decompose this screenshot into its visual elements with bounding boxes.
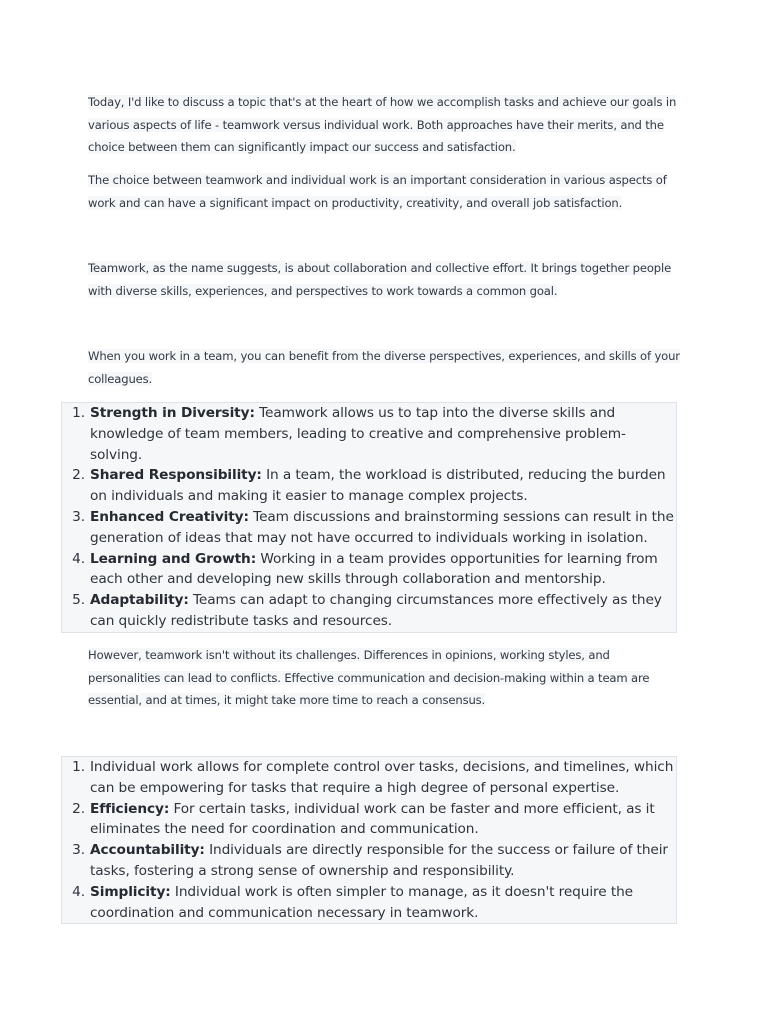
team-challenges-text: However, teamwork isn't without its challenges. Differences in opinions, working styles, and personalities can lead to conflicts. Effective communication and decision-making within a team are essential, and at times, it might take more time to reach a consensus. <box>88 648 650 707</box>
list-item-title: Accountability: <box>90 842 205 859</box>
team-challenges-paragraph <box>88 644 680 712</box>
list-number: 5. <box>72 592 85 609</box>
intro-paragraph <box>88 91 680 159</box>
list-item-text: Working in a team provides opportunities for learning from each other and developing new skills through collaboration and mentorship. <box>90 550 658 588</box>
list-item <box>62 882 676 924</box>
list-item-title: Efficiency: <box>90 800 170 817</box>
list-item <box>62 590 676 632</box>
list-item-text: For certain tasks, individual work can be faster and more efficient, as it eliminates the need for coordination and communication. <box>90 800 655 838</box>
list-item <box>62 840 676 882</box>
list-item <box>62 403 676 465</box>
choice-paragraph <box>88 169 680 214</box>
team-benefits-intro-paragraph <box>88 345 680 390</box>
list-item-text: Teamwork allows us to tap into the diverse skills and knowledge of team members, leading to creative and comprehensive problem-solving. <box>90 405 626 463</box>
list-number: 1. <box>72 405 85 421</box>
list-item-text: Team discussions and brainstorming sessions can result in the generation of ideas that may not have occurred to individuals working in isolation. <box>90 508 674 546</box>
individual-work-list <box>61 756 677 924</box>
list-item-text: Teams can adapt to changing circumstances more effectively as they can quickly redistribute tasks and resources. <box>90 592 662 629</box>
teamwork-benefits-list <box>61 402 677 633</box>
list-number: 2. <box>72 800 85 817</box>
list-number: 3. <box>72 508 85 525</box>
list-item-title: Simplicity: <box>90 883 171 900</box>
list-item-title: Strength in Diversity: <box>90 405 255 421</box>
list-item-text: Individual work is often simpler to manage, as it doesn't require the coordination and communication necessary in teamwork. <box>90 883 634 921</box>
list-item-text: In a team, the workload is distributed, reducing the burden on individuals and making it easier to manage complex projects. <box>90 467 666 505</box>
list-number: 4. <box>72 550 85 567</box>
list-item-title: Shared Responsibility: <box>90 467 262 484</box>
list-item <box>62 799 676 841</box>
choice-paragraph-text: The choice between teamwork and individual work is an important consideration in various aspects of work and can have a significant impact on productivity, creativity, and overall job satisfaction. <box>88 173 667 210</box>
list-item <box>62 507 676 549</box>
intro-paragraph-text: Today, I'd like to discuss a topic that's at the heart of how we accomplish tasks and achieve our goals in various aspects of life - teamwork versus individual work. Both approaches have their merits, and the choice between them can significantly impact our success and satisfaction. <box>88 95 677 154</box>
teamwork-definition-text: Teamwork, as the name suggests, is about collaboration and collective effort. It brings together people with diverse skills, experiences, and perspectives to work towards a common goal. <box>88 261 672 298</box>
team-benefits-intro-text: When you work in a team, you can benefit from the diverse perspectives, experiences, and skills of your colleagues. <box>88 349 680 386</box>
list-item-title: Learning and Growth: <box>90 550 257 567</box>
list-item <box>62 549 676 591</box>
list-item-title: Adaptability: <box>90 592 189 609</box>
list-number: 4. <box>72 883 85 900</box>
list-item-text: Individual work allows for complete control over tasks, decisions, and timelines, which can be empowering for tasks that require a high degree of personal expertise. <box>90 759 674 796</box>
list-item <box>62 757 676 799</box>
teamwork-definition-paragraph <box>88 257 680 302</box>
list-item-text: Individuals are directly responsible for the success or failure of their tasks, fostering a strong sense of ownership and responsibility. <box>90 842 668 879</box>
list-item <box>62 465 676 507</box>
list-item-title: Enhanced Creativity: <box>90 508 249 525</box>
list-number: 3. <box>72 842 85 859</box>
list-number: 1. <box>72 759 85 775</box>
list-number: 2. <box>72 467 85 484</box>
